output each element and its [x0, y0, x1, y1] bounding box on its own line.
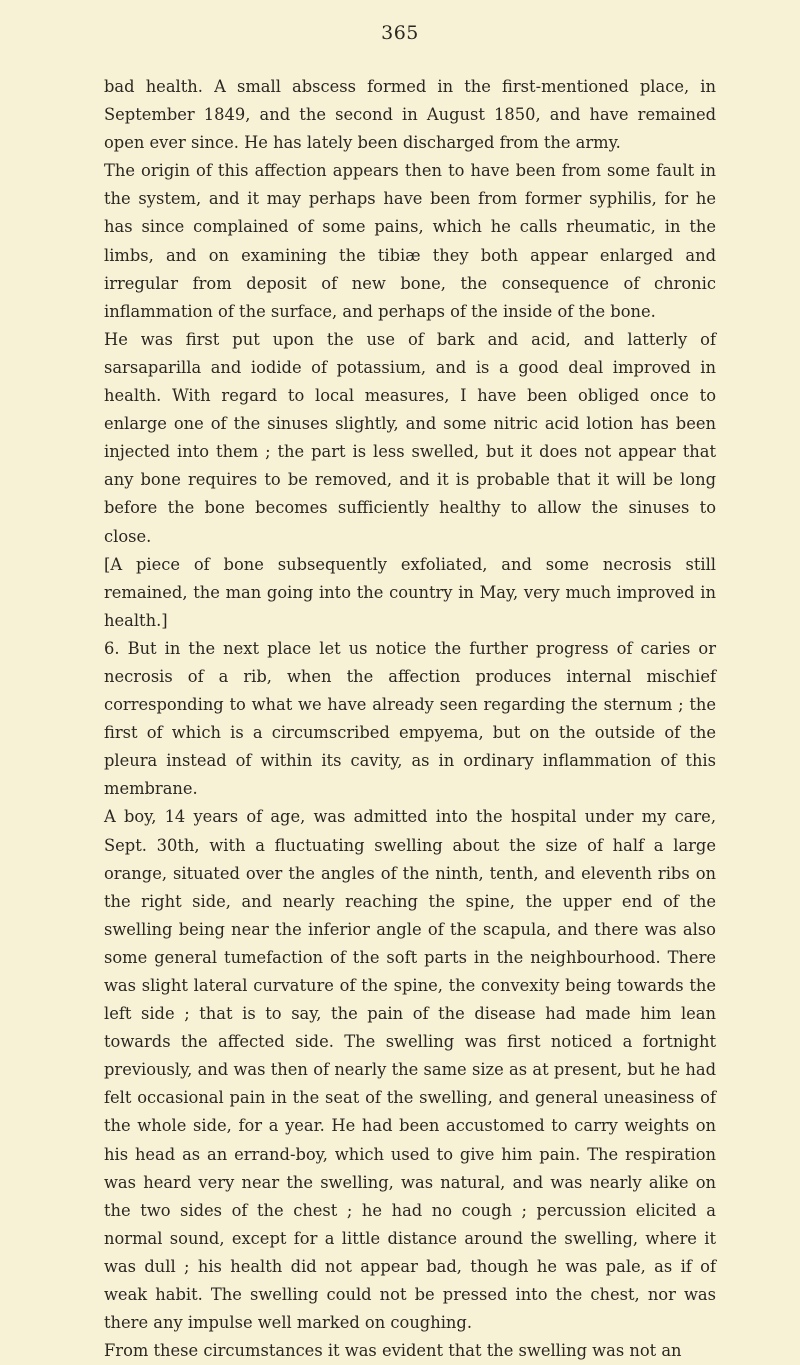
paragraph-5: 6. But in the next place let us notice the further progress of caries or necrosis of a rib, when the affection produces internal mischief corresponding to what we have already seen regarding the sternum ; the first of which is a circumscribed empyema, but on the outside of the pleura instead of within its cavity, as in ordinary inflammation of this membrane. — [104, 638, 716, 799]
paragraph-7: From these circumstances it was evident that the swelling was not an — [104, 1341, 682, 1361]
paragraph-6: A boy, 14 years of age, was admitted into the hospital under my care, Sept. 30th, with a fluctuating swelling about the size of half a large orange, situated over the angles of the ninth, tenth, and eleventh ribs on the right side, and nearly reaching the spine, the upper end of the swelling being near the inferior angle of the scapula, and there was also some general tumefaction of the soft parts in the neighbourhood. There was slight lateral curvature of the spine, the convexity being towards the left side ; that is to say, the pain of the disease had made him lean towards the affected side. The swelling was first noticed a fortnight previously, and was then of nearly the same size as at present, but he had felt occasional pain in the seat of the swelling, and general uneasiness of the whole side, for a year. He had been accustomed to carry weights on his head as an errand-boy, which used to give him pain. The respiration was heard very near the swelling, was natural, and was nearly alike on the two sides of the chest ; he had no cough ; percussion elicited a normal sound, except for a little distance around the swelling, where it was dull ; his health did not appear bad, though he was pale, as if of weak habit. The swelling could not be pressed into the chest, nor was there any impulse well marked on coughing. — [104, 807, 716, 1333]
page-number: 365 — [381, 22, 419, 44]
paragraph-4: [A piece of bone subsequently exfoliated, and some necrosis still remained, the man going into the country in May, very much improved in health.] — [104, 554, 716, 630]
body-text — [104, 73, 716, 1365]
paragraph-1: bad health. A small abscess formed in the first-mentioned place, in September 1849, and the second in August 1850, and have remained open ever since. He has lately been discharged from the army. — [104, 77, 716, 153]
paragraph-3: He was first put upon the use of bark and acid, and latterly of sarsaparilla and iodide of potassium, and is a good deal improved in health. With regard to local measures, I have been obliged once to enlarge one of the sinuses slightly, and some nitric acid lotion has been injected into them ; the part is less swelled, but it does not appear that any bone requires to be removed, and it is probable that it will be long before the bone becomes sufficiently healthy to allow the sinuses to close. — [104, 329, 716, 546]
paragraph-2: The origin of this affection appears then to have been from some fault in the system, and it may perhaps have been from former syphilis, for he has since complained of some pains, which he calls rheumatic, in the limbs, and on examining the tibiæ they both appear enlarged and irregular from deposit of new bone, the consequence of chronic inflammation of the surface, and perhaps of the inside of the bone. — [104, 161, 716, 321]
